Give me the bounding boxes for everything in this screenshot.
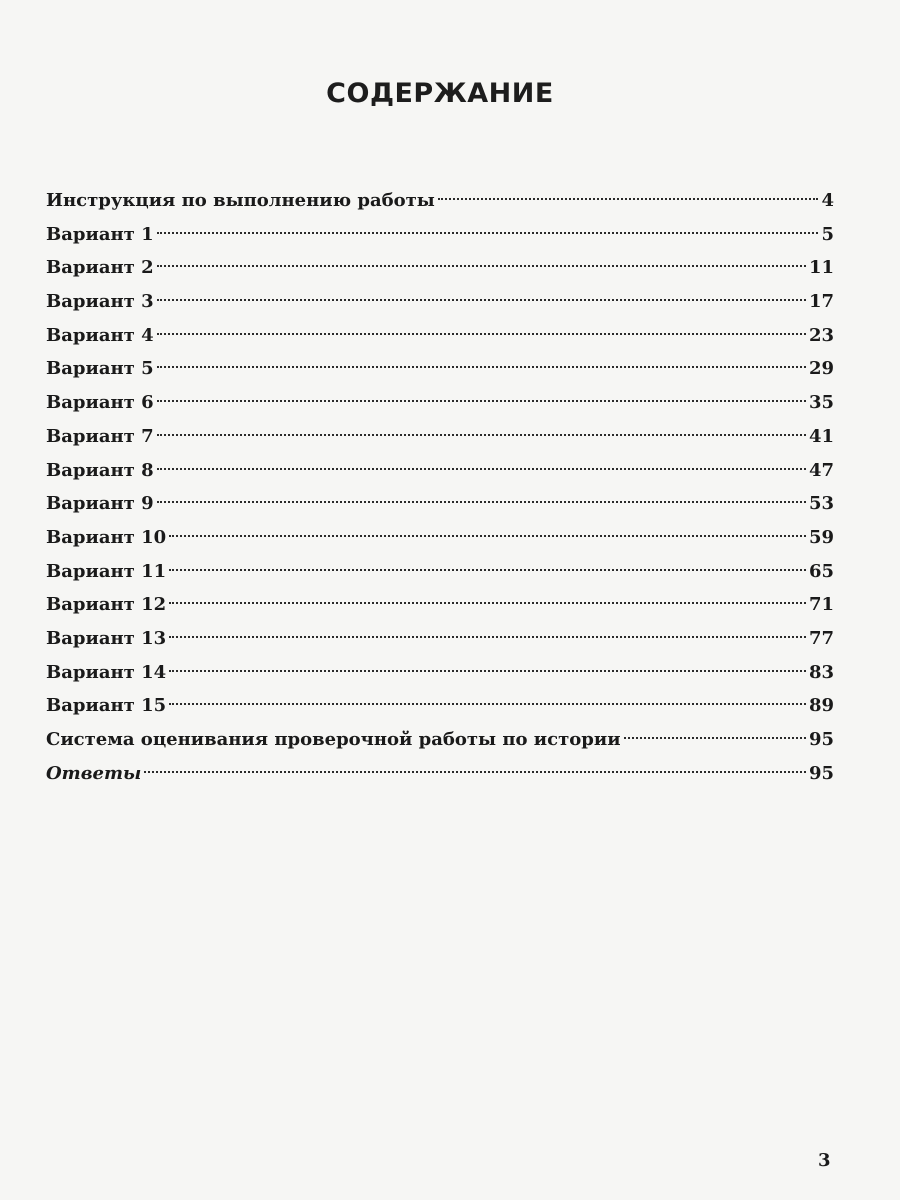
toc-entry bbox=[46, 588, 834, 622]
toc-entry bbox=[46, 420, 834, 454]
toc-entry-page: 59 bbox=[808, 526, 834, 548]
toc-dot-leader bbox=[169, 535, 806, 537]
toc-entry-page: 29 bbox=[808, 358, 834, 380]
toc-dot-leader bbox=[157, 299, 806, 301]
toc-entry bbox=[46, 757, 834, 791]
toc-entry bbox=[46, 656, 834, 690]
toc-entry-label: Вариант 6 bbox=[46, 392, 154, 414]
toc-entry bbox=[46, 285, 834, 319]
toc-entry-page: 11 bbox=[808, 257, 834, 279]
toc-entry bbox=[46, 184, 834, 218]
toc-dot-leader bbox=[157, 468, 806, 470]
toc-entry-page: 53 bbox=[808, 493, 834, 515]
toc-entry-label: Вариант 12 bbox=[46, 594, 167, 616]
toc-entry-label: Вариант 1 bbox=[46, 223, 154, 245]
toc-entry-page: 95 bbox=[808, 729, 834, 750]
toc-dot-leader bbox=[169, 670, 806, 672]
toc-entry-label: Вариант 11 bbox=[46, 560, 167, 582]
toc-entry bbox=[46, 487, 834, 521]
toc-entry bbox=[46, 218, 834, 252]
toc-entry-label: Система оценивания проверочной работы по истории bbox=[46, 729, 621, 750]
toc-entry-label: Вариант 15 bbox=[46, 695, 167, 717]
toc-entry-page: 4 bbox=[821, 190, 834, 211]
toc-dot-leader bbox=[157, 501, 806, 503]
toc-entry-label: Вариант 14 bbox=[46, 661, 167, 683]
toc-dot-leader bbox=[157, 434, 806, 436]
toc-entry-label: Вариант 7 bbox=[46, 425, 154, 447]
toc-entry bbox=[46, 386, 834, 420]
toc-entry-label: Вариант 10 bbox=[46, 526, 167, 548]
toc-entry-page: 47 bbox=[808, 459, 834, 481]
toc-entry-page: 65 bbox=[808, 560, 834, 582]
toc-entry-label: Вариант 5 bbox=[46, 358, 154, 380]
toc-dot-leader bbox=[438, 198, 819, 200]
toc-dot-leader bbox=[144, 771, 806, 773]
toc-entry bbox=[46, 251, 834, 285]
toc-entry bbox=[46, 319, 834, 353]
toc-entry-page: 5 bbox=[821, 223, 834, 245]
toc-entry bbox=[46, 454, 834, 488]
toc-entry bbox=[46, 689, 834, 723]
toc-dot-leader bbox=[157, 366, 806, 368]
toc-entry bbox=[46, 352, 834, 386]
toc-dot-leader bbox=[624, 737, 806, 739]
toc-entry-page: 89 bbox=[808, 695, 834, 717]
page-title: СОДЕРЖАНИЕ bbox=[326, 78, 554, 109]
toc-dot-leader bbox=[157, 232, 819, 234]
toc-entry-page: 41 bbox=[808, 425, 834, 447]
toc-dot-leader bbox=[169, 569, 806, 571]
toc-dot-leader bbox=[157, 400, 806, 402]
toc-dot-leader bbox=[157, 333, 806, 335]
toc-entry-page: 71 bbox=[808, 594, 834, 616]
toc-entry-page: 17 bbox=[808, 291, 834, 313]
toc-entry-page: 23 bbox=[808, 324, 834, 346]
table-of-contents bbox=[46, 184, 834, 790]
toc-dot-leader bbox=[169, 636, 806, 638]
toc-entry-page: 95 bbox=[808, 762, 834, 784]
toc-entry-page: 77 bbox=[808, 627, 834, 649]
toc-entry bbox=[46, 521, 834, 555]
toc-entry bbox=[46, 622, 834, 656]
toc-entry-label: Вариант 4 bbox=[46, 324, 154, 346]
toc-entry bbox=[46, 555, 834, 589]
toc-entry-label: Вариант 13 bbox=[46, 627, 167, 649]
toc-entry-label: Инструкция по выполнению работы bbox=[46, 190, 435, 211]
toc-entry-label: Вариант 3 bbox=[46, 291, 154, 313]
toc-entry-label: Ответы bbox=[46, 762, 142, 784]
toc-dot-leader bbox=[157, 265, 806, 267]
toc-entry-page: 35 bbox=[808, 392, 834, 414]
toc-dot-leader bbox=[169, 703, 806, 705]
toc-entry-label: Вариант 8 bbox=[46, 459, 154, 481]
toc-entry bbox=[46, 723, 834, 757]
page-number: 3 bbox=[818, 1150, 831, 1171]
toc-entry-page: 83 bbox=[808, 661, 834, 683]
toc-dot-leader bbox=[169, 602, 806, 604]
toc-entry-label: Вариант 9 bbox=[46, 493, 154, 515]
toc-entry-label: Вариант 2 bbox=[46, 257, 154, 279]
